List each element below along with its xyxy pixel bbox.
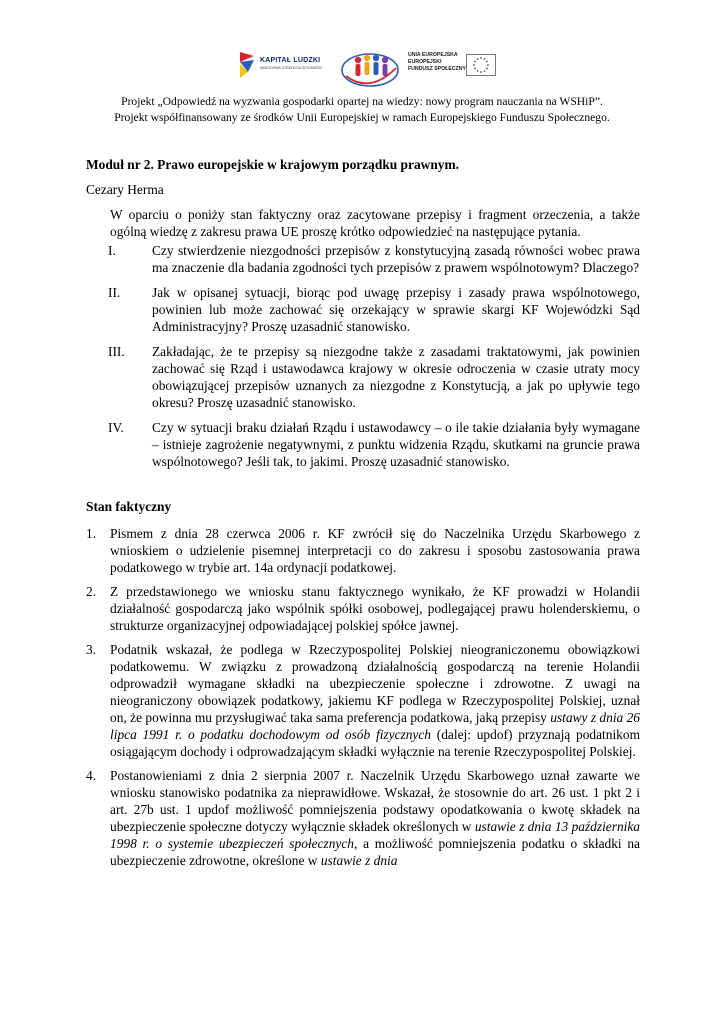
question-number: IV. (108, 420, 124, 435)
question-item (86, 242, 640, 276)
fact-item (86, 583, 640, 634)
fact-text-part: Postanowieniami z dnia 2 sierpnia 2007 r. Naczelnik Urzędu Skarbowego uznał zawarte we wniosku stanowisko podatnika za nieprawidłowe. Wskazał, że stosownie do art. 26 ust. 1 pkt 2 i art. 27b ust. 1 updof możliwość pomniejszenia podstawy opodatkowania o kwotę składek na ubezpieczenie społeczne dotyczy wyłącznie składek określonych w (110, 768, 640, 834)
question-number: III. (108, 344, 125, 359)
intro-paragraph: W oparciu o poniży stan faktyczny oraz zacytowane przepisy i fragment orzeczenia, a także ogólną wiedzę z zakresu prawa UE proszę krótko odpowiedzieć na następujące pytania. (110, 207, 640, 239)
question-item (86, 343, 640, 411)
question-number: II. (108, 285, 121, 300)
fact-number: 1. (86, 526, 97, 541)
questions-list (86, 242, 640, 470)
kapital-ludzki-logo (238, 50, 330, 86)
question-text: Czy stwierdzenie niezgodności przepisów z konstytucyjną zasadą równości wobec prawa ma znaczenie dla badania zgodności tych przepisów z prawem wspólnotowym? Dlaczego? (152, 243, 640, 275)
fact-number: 3. (86, 642, 97, 657)
fact-text: Z przedstawionego we wniosku stanu faktycznego wynikało, że KF prowadzi w Holandii działalność gospodarczą jako wspólnik spółki osobowej, podlegającej prawu holenderskiemu, o strukturze organizacyjnej odpowiadającej polskiej spółce jawnej. (110, 584, 640, 633)
fact-text-part: Podatnik wskazał, że podlega w Rzeczypospolitej Polskiej nieograniczonemu obowiązkowi podatkowemu. W związku z prowadzoną działalnością gospodarczą na terenie Holandii odprowadził wymagane składki na ubezpieczenie społeczne i zdrowotne. Z uwagi na nieograniczony obowiązek podatkowy, jakiemu KF podlega w Rzeczypospolitej Polskiej, uznał on, że powinna mu przysługiwać taka sama preferencja podatkowa, jaką przepisy (110, 642, 640, 725)
eu-caption-line1: UNIA EUROPEJSKA (408, 52, 458, 58)
document-body (86, 156, 640, 876)
fact-number: 4. (86, 768, 97, 783)
fact-item (86, 641, 640, 760)
facts-list (86, 525, 640, 869)
logo-bar (0, 46, 724, 96)
question-text: Czy w sytuacji braku działań Rządu i ustawodawcy – o ile takie działania były wymagane – istnieje zagrożenie negatywnymi, z punktu widzenia Rządu, skutkami na gruncie prawa wspólnotowego? Jeśli tak, to jakimi. Proszę uzasadnić stanowisko. (152, 420, 640, 469)
project-header (0, 94, 724, 126)
question-text: Jak w opisanej sytuacji, biorąc pod uwagę przepisy i zasady prawa wspólnotowego, powinien lub może zachować się orzekający w sprawie skargi KF Wojewódzki Sąd Administracyjny? Proszę uzasadnić stanowisko. (152, 285, 640, 334)
fact-text: Pismem z dnia 28 czerwca 2006 r. KF zwrócił się do Naczelnika Urzędu Skarbowego z wnioskiem o udzielenie pisemnej interpretacji co do zakresu i sposobu zastosowania prawa podatkowego w trybie art. 14a ordynacji podatkowej. (110, 526, 640, 575)
fact-text (110, 768, 640, 868)
project-header-line1: Projekt „Odpowiedź na wyzwania gospodarki opartej na wiedzy: nowy program nauczania na WSHiP”. (121, 95, 603, 108)
question-number: I. (108, 243, 116, 258)
statute-citation: ustawy z dnia 26 lipca 1991 r. o podatku dochodowym od osób fizycznych (110, 710, 641, 742)
wship-logo (338, 46, 402, 90)
fact-number: 2. (86, 584, 97, 599)
eu-caption (408, 52, 466, 73)
fact-item (86, 767, 640, 869)
fact-text-part: , a możliwość pomniejszenia podatku o składki na ubezpieczenie zdrowotne, określone w (110, 836, 640, 868)
question-item (86, 284, 640, 335)
question-text: Zakładając, że te przepisy są niezgodne także z zasadami traktatowymi, jak powinien zachować się Rząd i ustawodawca krajowy w okresie odroczenia w czasie utraty mocy obowiązującej przepisów uznanych za niezgodne z Konstytucją, a jak po upływie tego okresu? Proszę uzasadnić stanowisko. (152, 344, 640, 410)
eu-caption-line3: FUNDUSZ SPOŁECZNY (408, 66, 466, 72)
kapital-ludzki-subtitle: NARODOWA STRATEGIA SPÓJNOŚCI (260, 66, 323, 70)
statute-citation: ustawie z dnia (320, 853, 398, 868)
eu-logo (408, 50, 498, 90)
author-name: Cezary Herma (86, 182, 164, 197)
fact-text-part: (dalej: updof) przyznają podatnikom osiągającym dochody i odprowadzającym składki wyłącznie na terenie Rzeczypospolitej Polskiej. (110, 727, 640, 759)
kapital-ludzki-emblem-icon (238, 50, 258, 80)
eu-caption-line2: EUROPEJSKI (408, 59, 442, 65)
eu-flag-icon (466, 54, 496, 76)
fact-text (110, 642, 640, 759)
people-figures-icon (338, 46, 402, 90)
question-item (86, 419, 640, 470)
kapital-ludzki-title: KAPITAŁ LUDZKI (260, 57, 321, 64)
module-title: Moduł nr 2. Prawo europejskie w krajowym porządku prawnym. (86, 157, 459, 172)
fact-item (86, 525, 640, 576)
section-heading: Stan faktyczny (86, 499, 172, 514)
project-header-line2: Projekt współfinansowany ze środków Unii Europejskiej w ramach Europejskiego Funduszu Społecznego. (114, 111, 610, 124)
statute-citation: ustawie z dnia 13 października 1998 r. o systemie ubezpieczeń społecznych (110, 819, 640, 851)
